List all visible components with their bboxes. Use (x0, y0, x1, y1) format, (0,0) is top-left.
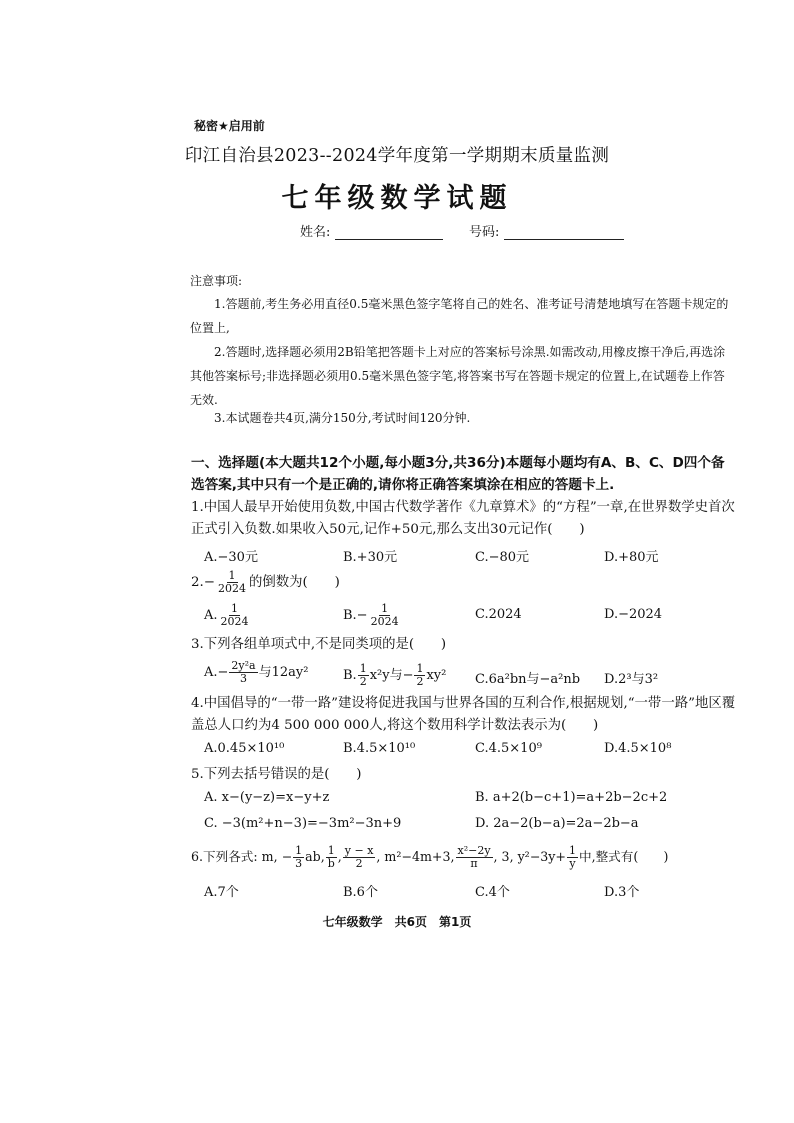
q3-option-b[interactable]: B. $\frac{1}{2}$ x²y与− $\frac{1}{2}$ xy² (343, 662, 447, 688)
notes-heading: 注意事项: (190, 274, 243, 288)
number-label: 号码: (469, 225, 500, 240)
q2-option-d[interactable]: D.−2024 (604, 607, 663, 622)
q6-option-a[interactable]: A.7个 (204, 885, 239, 900)
q1-option-d[interactable]: D.+80元 (604, 550, 659, 565)
question-5-stem: 5.下列去括号错误的是( ) (191, 767, 362, 782)
exam-title: 七年级数学试题 (281, 183, 513, 214)
name-label: 姓名: (300, 225, 331, 240)
q6-option-c[interactable]: C.4个 (475, 885, 510, 900)
question-1-stem: 1.中国人最早开始使用负数,中国古代数学著作《九章算术》的“方程”一章,在世界数学史首次正式引入负数.如果收入50元,记作+50元,那么支出30元记作( ) (191, 500, 735, 537)
q1-option-c[interactable]: C.−80元 (475, 550, 530, 565)
question-2-stem: 2.− $\frac{1}{2024}$ 的倒数为( ) (191, 569, 340, 595)
question-4-stem: 4.中国倡导的“一带一路”建设将促进我国与世界各国的互利合作,根据规划,“一带一路”地区覆盖总人口约为4 500 000 000人,将这个数用科学计数法表示为( ) (191, 696, 736, 733)
q5-option-c[interactable]: C. −3(m²+n−3)=−3m²−3n+9 (204, 816, 402, 831)
note-item: 1.答题前,考生务必用直径0.5毫米黑色签字笔将自己的姓名、准考证号清楚地填写在答题卡规定的位置上, (190, 297, 729, 335)
q2-option-a[interactable]: A. $\frac{1}{2024}$ (204, 602, 249, 628)
page-footer: 七年级数学 共6页 第1页 (322, 915, 472, 929)
question-3-stem: 3.下列各组单项式中,不是同类项的是( ) (191, 637, 447, 652)
q4-option-d[interactable]: D.4.5×10⁸ (604, 741, 672, 756)
number-field (469, 221, 624, 240)
q4-option-a[interactable]: A.0.45×10¹⁰ (204, 741, 285, 756)
q6-option-b[interactable]: B.6个 (343, 885, 378, 900)
note-item: 2.答题时,选择题必须用2B铅笔把答题卡上对应的答案标号涂黑.如需改动,用橡皮擦干净后,再选涂其他答案标号;非选择题必须用0.5毫米黑色签字笔,将答案书写在答题卡规定的位置上,在试题卷上作答无效. (190, 345, 726, 407)
q3-option-c[interactable]: C.6a²bn与−a²nb (475, 672, 581, 687)
fraction: $\frac{1}{2024}$ (218, 569, 246, 595)
q2-option-b[interactable]: B.− $\frac{1}{2024}$ (343, 602, 399, 628)
q3-option-a[interactable]: A.− $\frac{\text{2y²a}}{3}$ 与12ay² (204, 659, 309, 685)
q1-option-b[interactable]: B.+30元 (343, 550, 398, 565)
note-item: 3.本试题卷共4页,满分150分,考试时间120分钟. (214, 411, 471, 425)
q5-option-b[interactable]: B. a+2(b−c+1)=a+2b−2c+2 (475, 790, 668, 805)
confidential-mark: 秘密★启用前 (194, 119, 265, 133)
question-6-stem: 6.下列各式: m, − $\frac{1}{3}$ ab, $\frac{1}{b}$ , $\frac{y - x}{2}$ , m²−4m+3, $\frac{\text{x²−2y}}{\pi}$ , 3, y²−3y+ $\frac{1}{y}$ 中,整式有( ) (191, 844, 669, 870)
q6-option-d[interactable]: D.3个 (604, 885, 640, 900)
number-blank[interactable] (504, 225, 624, 240)
q1-option-a[interactable]: A.−30元 (204, 550, 258, 565)
q4-option-b[interactable]: B.4.5×10¹⁰ (343, 741, 416, 756)
q5-option-d[interactable]: D. 2a−2(b−a)=2a−2b−a (475, 816, 639, 831)
name-blank[interactable] (335, 225, 443, 240)
name-field (300, 221, 443, 240)
q5-option-a[interactable]: A. x−(y−z)=x−y+z (204, 790, 330, 805)
q3-option-d[interactable]: D.2³与3² (604, 672, 659, 687)
exam-subtitle: 印江自治县2023--2024学年度第一学期期末质量监测 (184, 146, 610, 166)
section-heading: 一、选择题(本大题共12个小题,每小题3分,共36分)本题每小题均有A、B、C、D四个备选答案,其中只有一个是正确的,请你将正确答案填涂在相应的答题卡上. (191, 455, 725, 493)
q4-option-c[interactable]: C.4.5×10⁹ (475, 741, 542, 756)
q2-option-c[interactable]: C.2024 (475, 607, 522, 622)
